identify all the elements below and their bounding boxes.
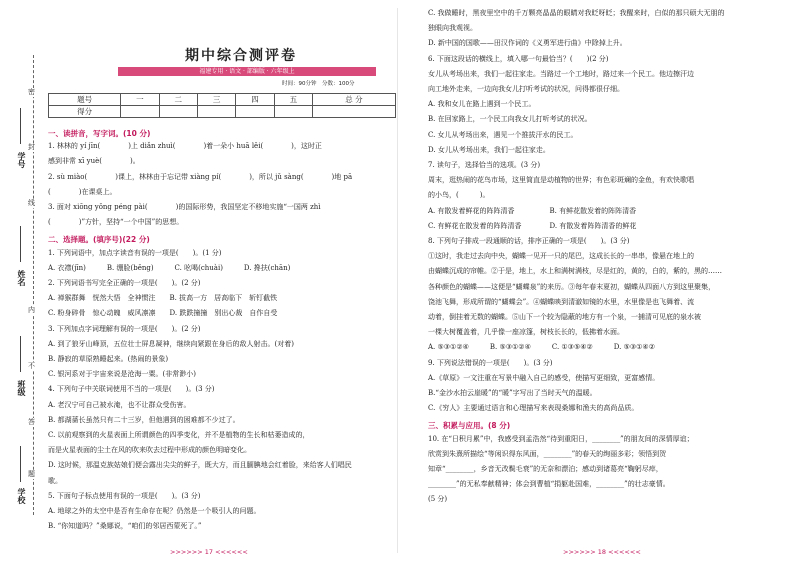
- question-line: B. 都湖蔷长虽然只有二十三岁，但他遇到的困难都不少过了。: [48, 415, 240, 424]
- section-heading: 三、积累与应用。(8 分): [428, 421, 511, 431]
- score-cell: 题号: [49, 94, 121, 106]
- question-line: A. 有散发着鲜花的阵阵清香 B. 有鲜花散发着的阵阵清香: [428, 206, 637, 215]
- margin-word: 不: [28, 362, 35, 370]
- question-line: C. 我做睡时，黑夜里空中的千万颗亮晶晶的眼睛对我眨呀眨；我醒来时，白似的那只硕大无朋的: [428, 9, 725, 17]
- score-cell: 一: [121, 94, 159, 106]
- question-line: 9. 下列说法错误的一项是( )。(3 分): [428, 358, 553, 367]
- question-line: D. 新中国的国歌——田汉作词的《义勇军进行曲》中除掉上升。: [428, 39, 627, 48]
- margin-word: 内: [28, 306, 35, 314]
- question-line: (5 分): [428, 495, 448, 504]
- score-input-cell[interactable]: [236, 106, 274, 118]
- question-line: C. 粉身碎骨 惊心动魄 威风凛凛 D. 跌跌撞撞 别出心裁 自作自受: [48, 309, 278, 318]
- score-cell: 四: [236, 94, 274, 106]
- school-label: 学校: [17, 488, 27, 504]
- class-field[interactable]: [20, 336, 21, 372]
- score-table-header-row: [49, 94, 396, 106]
- student-id-label: 学号: [17, 152, 27, 168]
- question-line: 饶池飞舞，形成所谓的“蝴蝶会”。④蝴蝶映到清澈如镜的水里，水里像是也飞舞着、流: [428, 297, 695, 306]
- question-line: 1. 下列词语中，加点字读音有误的一项是( )。(1 分): [48, 248, 222, 257]
- margin-word: 线: [28, 199, 35, 207]
- question-line: A. 到了狼牙山峰顶，五位壮士屏息凝神，继续向紧跟在身后的敌人射击。(对着): [48, 339, 294, 348]
- score-input-cell[interactable]: [121, 106, 159, 118]
- margin-word: 题: [28, 470, 35, 478]
- question-line: 2. sù miào( )课上，林林由于忘记带 xiàng pí( )，所以 jǔ sàng( )地 pā: [48, 172, 353, 181]
- question-line: ①这时，我走过去向中央，蝴蝶一见开一只的尾巴，这成长长的一串串，像悬在地上的: [428, 252, 694, 261]
- margin-word: 答: [28, 418, 35, 426]
- score-table-score-row: [49, 106, 396, 118]
- question-line: 知章“________，乡音无改鬓毛衰”的无奈和漂泊；感动到诸葛亮“鞠躬尽瘁，: [428, 465, 663, 473]
- question-line: C. 银河系对于宇宙来说是沧海一粟。(非常渺小): [48, 370, 197, 379]
- question-line: 歌。: [48, 476, 62, 485]
- question-line: 而是火星表面的尘土在风的吹来吹去过程中形成的颜色明暗变化。: [48, 446, 251, 455]
- question-line: 7. 读句子，选择恰当的选项。(3 分): [428, 161, 541, 169]
- exam-banner: 福建专用 · 语文 · 部编版 · 六年级上: [118, 67, 376, 76]
- question-line: 1. 林林的 yí jīn( )上 diǎn zhuì( )着一朵小 huā lěi( )，这时正: [48, 142, 322, 151]
- question-line: ( )在课桌上。: [48, 187, 117, 196]
- question-line: A. 老汉宁可自己被水淹，也不让群众受伤害。: [48, 400, 191, 409]
- question-line: 3. 下列加点字词理解有误的一项是( )。(2 分): [48, 324, 201, 333]
- question-line: 动着，倒挂着无数的蝴蝶。⑤山下一个较为隐蔽的地方有一个泉，一捕清可见底的泉水被: [428, 313, 701, 321]
- question-line: 独眼向我观视。: [428, 24, 477, 33]
- question-line: 女儿从考场出来，我们一起往家走。当路过一个工地时，路过来一个民工。他边擦汗边: [428, 69, 694, 78]
- question-line: A.《草原》一文注重在写景中融入自己的感受，使描写更细致，更富感情。: [428, 373, 660, 382]
- score-input-cell[interactable]: [313, 106, 396, 118]
- score-table: [48, 93, 396, 118]
- question-line: C. 有鲜花在散发着的阵阵清香 D. 有散发着阵阵清香的鲜花: [428, 221, 637, 230]
- question-line: ( )”方针，坚持“一个中国”的思想。: [48, 218, 184, 227]
- score-input-cell[interactable]: [197, 106, 235, 118]
- margin-word: 密: [28, 88, 35, 96]
- question-line: 2. 下列词语书写完全正确的一项是( )。(2 分): [48, 279, 201, 287]
- page-number: >>>>>> 18 <<<<<<: [563, 548, 641, 556]
- question-line: 一棵大树覆盖着，几乎像一座凉篷，树枝长长的，低拂着水面。: [428, 328, 624, 337]
- question-line: 8. 下列句子排成一段通顺的话，排序正确的一项是( )。(3 分): [428, 237, 630, 245]
- score-cell: 五: [274, 94, 312, 106]
- score-input-cell[interactable]: [274, 106, 312, 118]
- exam-title: 期中综合测评卷: [185, 48, 297, 64]
- school-field[interactable]: [20, 446, 21, 482]
- question-line: D. 这时候，那温克族姑娘们便会露出尖尖的鲜子，既大方，而且腼腆地会红着脸，来给客人们唱民: [48, 461, 352, 470]
- score-cell: 总 分: [313, 94, 396, 106]
- question-line: B.“金沙水拍云崖暖”的“暖”字写出了当时天气的温暖。: [428, 389, 597, 397]
- question-line: A. ⑤③①②④ B. ⑤③①②④ C. ①③⑤④② D. ⑤③①④②: [428, 343, 655, 352]
- question-line: 4. 下列句子中关联词使用不当的一项是( )。(3 分): [48, 385, 215, 394]
- section-heading: 二、选择题。(填序号)(22 分): [48, 235, 150, 245]
- question-line: D. 女儿从考场出来，我们一起往家走。: [428, 145, 550, 154]
- time-info: 时间：90分钟 分数：100分: [282, 81, 355, 87]
- binding-line: [33, 55, 34, 515]
- question-line: 感到非常 xī yuè( )。: [48, 157, 140, 166]
- question-line: 由蝴蝶沉成的帘帷。②于是，地上，水上和满树满枝，尽是红的，黄的，白的，紫的，黑的……: [428, 267, 722, 276]
- question-line: 3. 面对 xiōng yǒng péng pài( )的国际形势，我国坚定不移地实施“一国两 zhì: [48, 203, 321, 211]
- section-heading: 一、读拼音，写字词。(10 分): [48, 129, 151, 138]
- right-page: [397, 0, 794, 561]
- question-line: C. 女儿从考场出来，遇见一个推拔汗水的民工。: [428, 130, 578, 139]
- student-id-field[interactable]: [20, 108, 21, 144]
- name-field[interactable]: [20, 226, 21, 262]
- question-line: A. 我和女儿在路上遇到一个民工。: [428, 100, 536, 109]
- question-line: A. 禅猴群舞 恍然大悟 全神惯注 B. 拔高一方 居高临下 斩钉截铁: [48, 294, 278, 303]
- score-cell: 三: [197, 94, 235, 106]
- class-label: 班级: [17, 380, 27, 396]
- page-number: >>>>>> 17 <<<<<<: [170, 548, 248, 556]
- question-line: 10. 在“日积月累”中，我感受到孟浩然“待到重阳日，________”的朋友间的深情厚谊；: [428, 434, 694, 443]
- question-line: A. 地球之外的太空中是否有生命存在呢？仍然是一个吸引人的问题。: [48, 507, 261, 515]
- score-input-cell[interactable]: [159, 106, 197, 118]
- question-line: 各种颜色的蝴蝶——这便是“蝴蝶泉”的来历。③每年春末夏初，蝴蝶从四面八方到这里聚集，: [428, 282, 716, 291]
- question-line: B. 在回家路上，一个民工向我女儿打听考试的状况。: [428, 115, 592, 124]
- score-cell: 得分: [49, 106, 121, 118]
- question-line: 向工地外走来，一边向我女儿打听考试的状况，问得都很仔细。: [428, 85, 624, 93]
- question-line: 欣赏到朱熹所描绘“等闲识得东风面，________”的春天的绚丽多彩；领悟到贺: [428, 449, 667, 458]
- question-line: B. “你知道吗？”桑娜说，“咱们的邻居西蒙死了。”: [48, 522, 202, 531]
- question-line: A. 衣襟(jīn) B. 绷脸(běng) C. 吆喝(chuài) D. 搀扶(chān): [48, 263, 291, 272]
- question-line: C. 以前观察到的火星表面上所谓颜色的四季变化，并不是植物的生长和枯萎造成的，: [48, 431, 310, 439]
- question-line: 周末，逛热闹的花鸟市场，这里简直是动植物的世界；有色彩斑斓的金鱼，有欢快歌唱: [428, 176, 694, 185]
- question-line: ________”的无私奉献精神；体会到曹植“捐躯赴国难，________”的壮志豪情。: [428, 480, 670, 489]
- question-line: 5. 下面句子标点使用有误的一项是( )。(3 分): [48, 491, 201, 500]
- question-line: B. 静寂的草原熟睡起来。(热闹的景象): [48, 355, 169, 363]
- question-line: 6. 下面这段话的横线上，填入哪一句最恰当？( )(2 分): [428, 54, 609, 63]
- score-cell: 二: [159, 94, 197, 106]
- question-line: C.《穷人》主要通过语言和心理描写来表现桑娜和渔夫的高尚品质。: [428, 404, 639, 413]
- name-label: 姓名: [17, 270, 27, 286]
- margin-word: 封: [28, 143, 35, 151]
- question-line: 的小鸟，( )。: [428, 191, 490, 200]
